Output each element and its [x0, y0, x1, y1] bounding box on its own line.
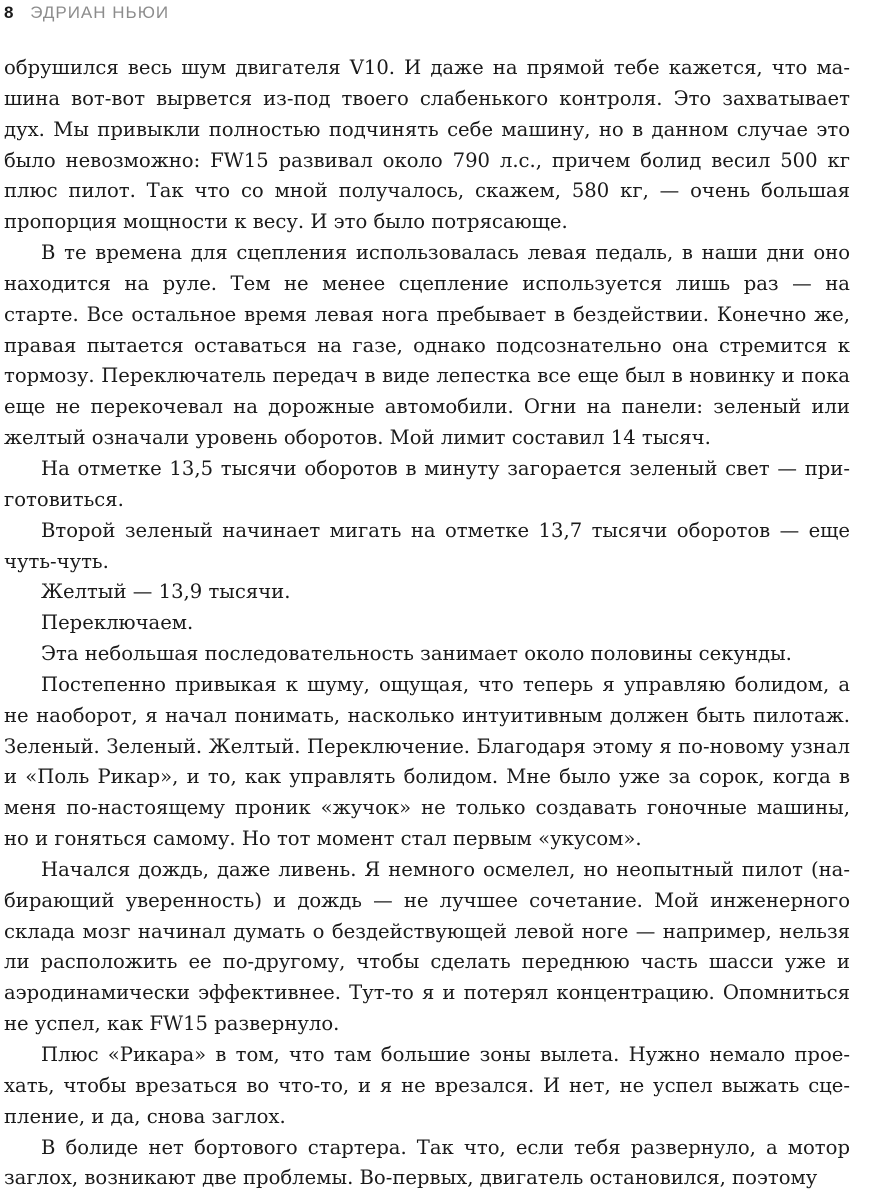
- paragraph: В те времена для сцепления использовалась левая педаль, в наши дни оно находится на руле. Тем не менее сцепление используется лишь раз — на старте. Все остальное время левая нога пребывает в бездействии. Конечно же, правая пытается оставаться на газе, однако подсознательно она стремится к тормозу. Переключатель передач в виде лепестка все еще был в новинку и пока еще не перекочевал на дорожные автомобили. Огни на панели: зеленый или желтый означали уровень оборотов. Мой лимит составил 14 тысяч.: [4, 241, 850, 450]
- paragraph: Плюс «Рикара» в том, что там большие зоны вылета. Нужно немало проехать, чтобы врезаться во что-то, и я не врезался. И нет, не успел выжать сцепление, и да, снова заглох.: [4, 1043, 850, 1128]
- paragraph: Второй зеленый начинает мигать на отметке 13,7 тысячи оборотов — еще чуть-чуть.: [4, 518, 850, 573]
- page-header: [4, 2, 169, 24]
- running-head: ЭДРИАН НЬЮИ: [30, 3, 170, 22]
- paragraph: Эта небольшая последовательность занимает около половины секунды.: [41, 642, 792, 666]
- page-number: 8: [4, 3, 14, 22]
- paragraph: Начался дождь, даже ливень. Я немного осмелел, но неопытный пилот (набирающий уверенность) и дождь — не лучшее сочетание. Мой инженерного склада мозг начинал думать о бездействующей левой ноге — например, нельзя ли расположить ее по-другому, чтобы сделать переднюю часть шасси уже и аэродинамически эффективнее. Тут-то я и потерял концентрацию. Опомниться не успел, как FW15 развернуло.: [4, 857, 850, 1036]
- paragraph: Желтый — 13,9 тысячи.: [41, 580, 291, 604]
- paragraph: На отметке 13,5 тысячи оборотов в минуту загорается зеленый свет — приготовиться.: [4, 456, 850, 511]
- paragraph: В болиде нет бортового стартера. Так что, если тебя развернуло, а мотор заглох, возникают две проблемы. Во-первых, двигатель остановился, поэтому: [4, 1135, 850, 1190]
- paragraph: обрушился весь шум двигателя V10. И даже на прямой тебе кажется, что машина вот-вот вырвется из-под твоего слабенького контроля. Это захватывает дух. Мы привыкли полностью подчинять себе машину, но в данном случае это было невозможно: FW15 развивал около 790 л.с., причем болид весил 500 кг плюс пилот. Так что со мной получалось, скажем, 580 кг, — очень большая пропорция мощности к весу. И это было потрясающе.: [4, 56, 850, 234]
- paragraph: Постепенно привыкая к шуму, ощущая, что теперь я управляю болидом, а не наоборот, я начал понимать, насколько интуитивным должен быть пилотаж. Зеленый. Зеленый. Желтый. Переключение. Благодаря этому я по-новому узнал и «Поль Рикар», и то, как управлять болидом. Мне было уже за сорок, когда в меня по-настоящему проник «жучок» не только создавать гоночные машины, но и гоняться самому. Но тот момент стал первым «укусом».: [4, 672, 850, 851]
- paragraph: Переключаем.: [41, 611, 194, 635]
- body-text: [4, 53, 850, 1194]
